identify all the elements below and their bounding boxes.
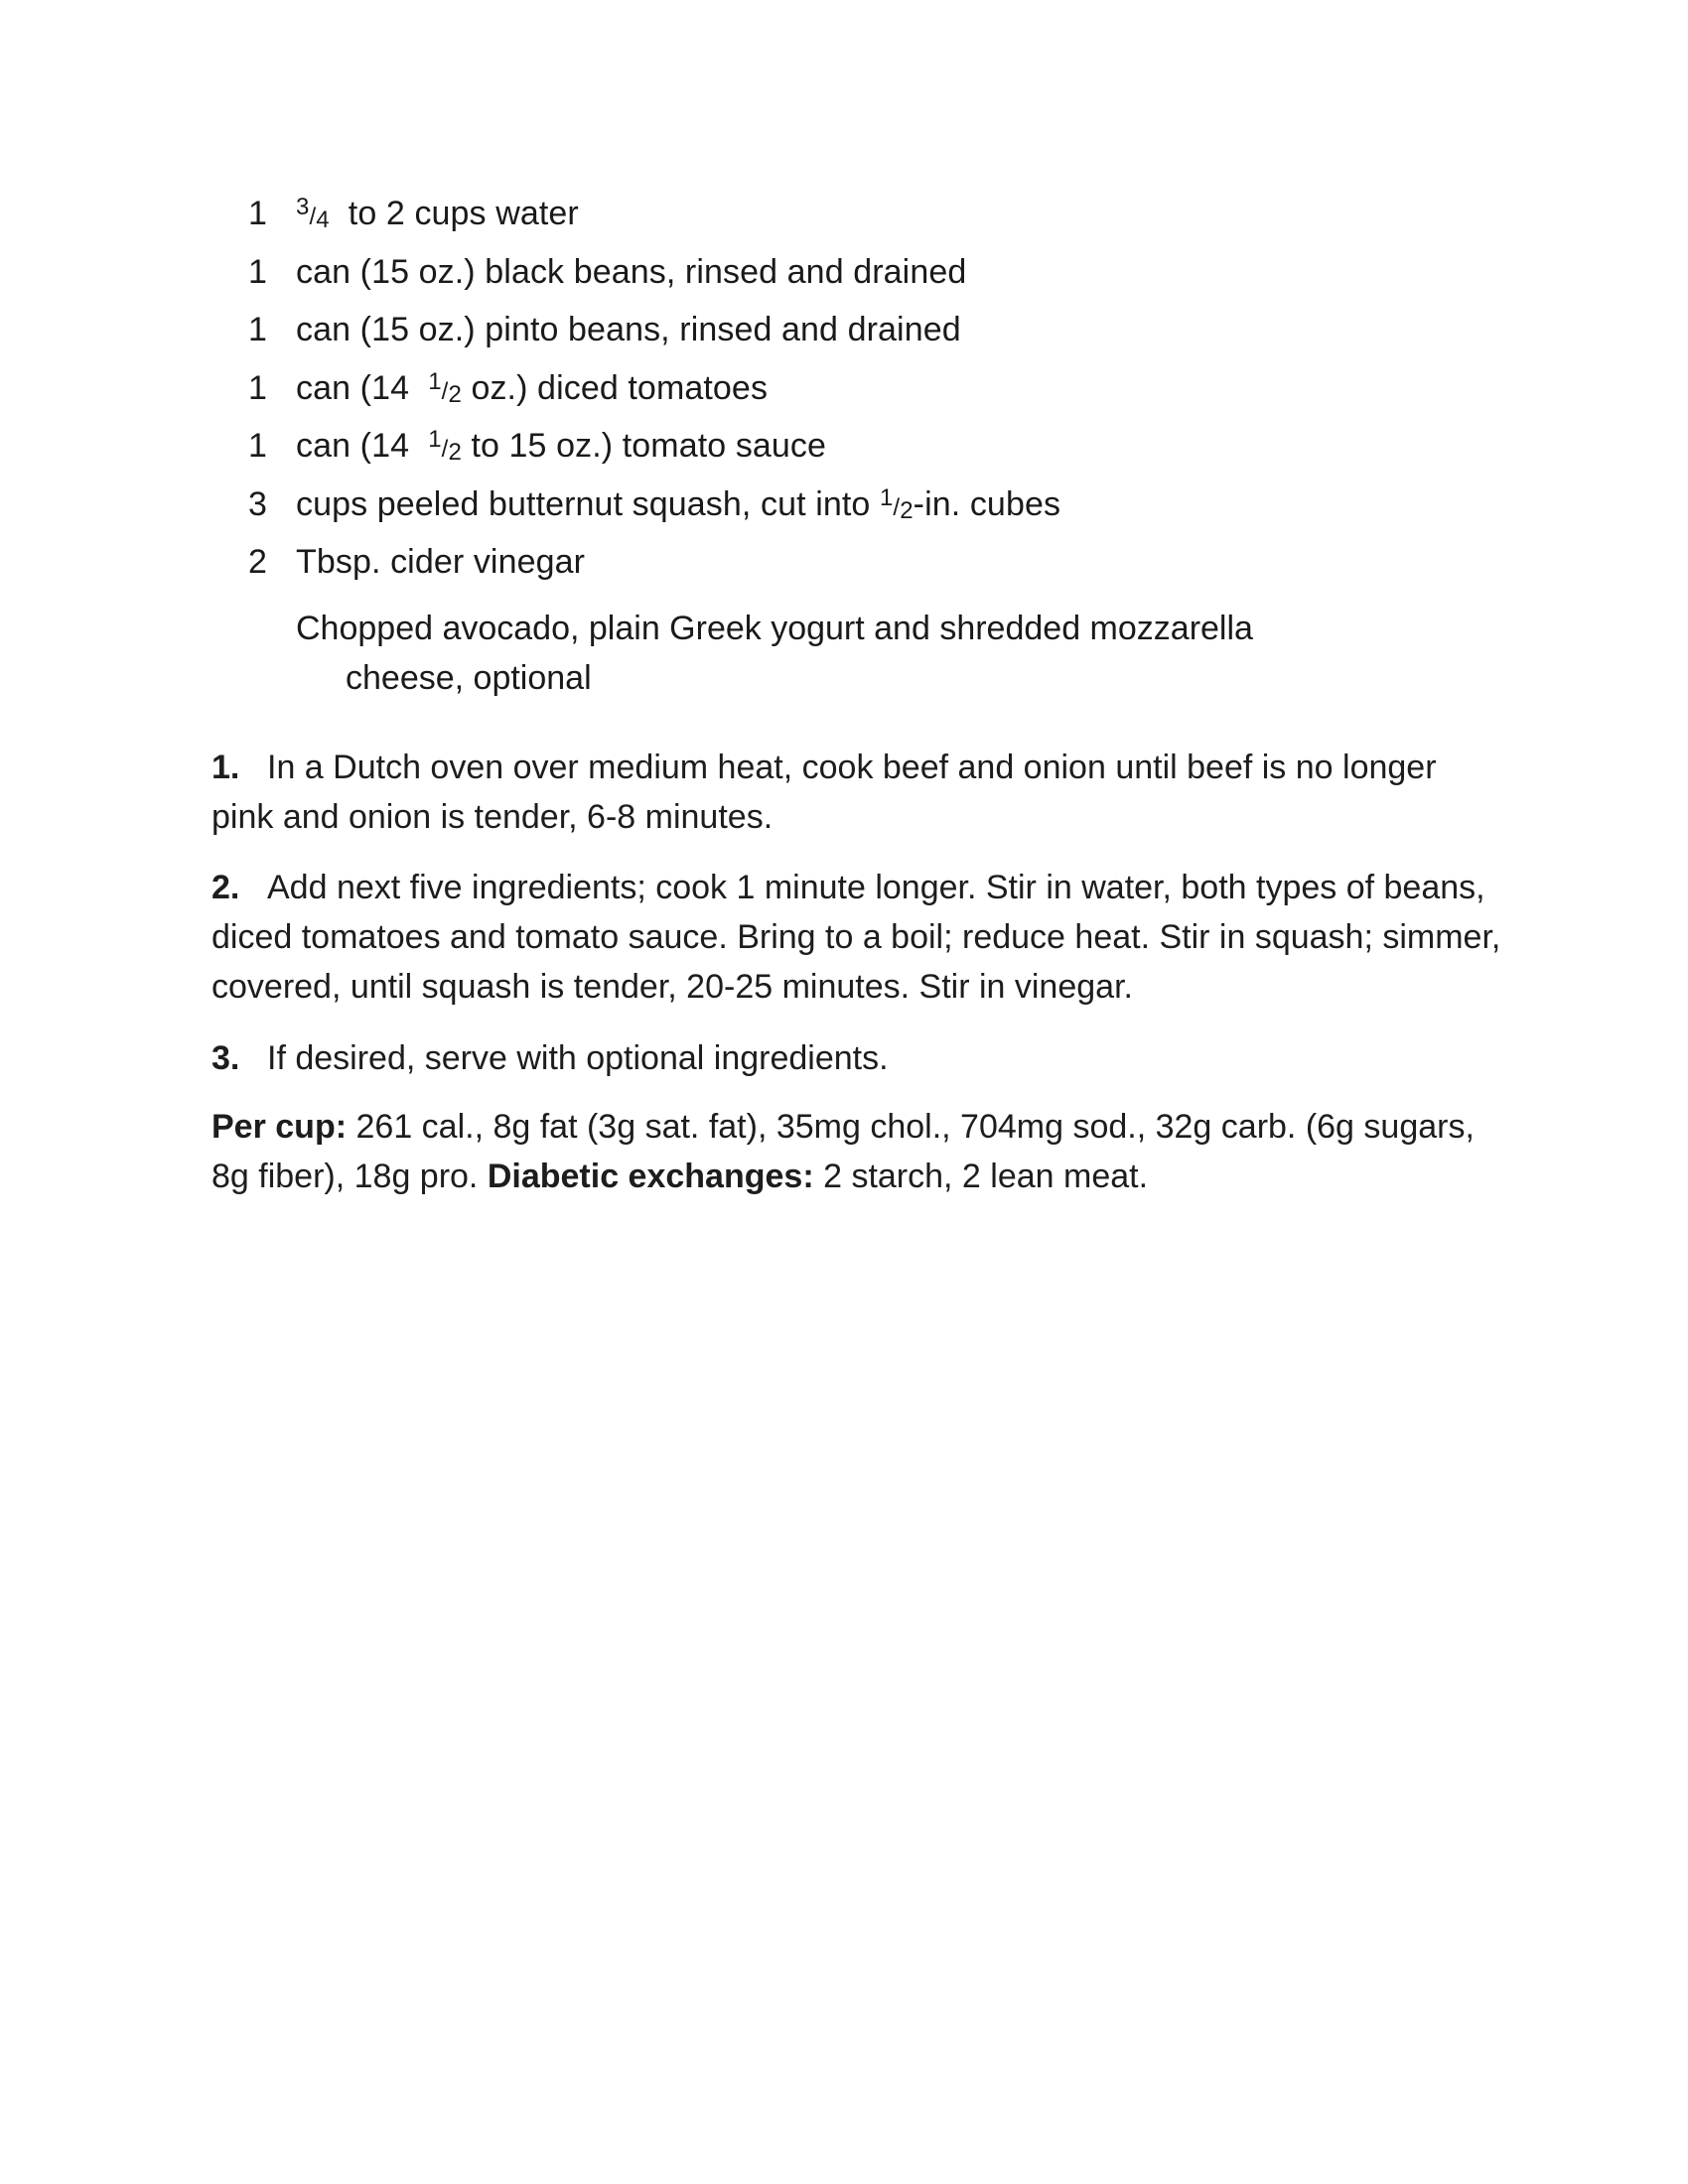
nutrition-label: Per cup: (211, 1108, 348, 1146)
ingredient-list (248, 195, 1489, 602)
fraction: 3/4 (296, 194, 330, 233)
ingredient-text: can (15 oz.) black beans, rinsed and drained (296, 252, 967, 291)
fraction: 1/2 (428, 426, 462, 466)
diabetic-exchanges-label: Diabetic exchanges: (487, 1158, 814, 1195)
ingredient-item (248, 253, 1489, 312)
nutrition-values: 261 cal., 8g fat (3g sat. fat), 35mg chol., 704mg sod., 32g carb. (6g sugars, 8g fiber), 18g pro. (211, 1108, 1475, 1195)
step-number: 3. (211, 1039, 240, 1077)
ingredient-qty: 1 (248, 368, 268, 407)
optional-line-2: cheese, optional (346, 659, 592, 697)
ingredient-qty: 1 (248, 252, 268, 291)
ingredient-item (248, 195, 1489, 253)
ingredient-item (248, 427, 1489, 485)
ingredient-qty: 1 (248, 427, 268, 465)
fraction: 1/2 (428, 367, 462, 408)
ingredient-text: can (14 1/2 to 15 oz.) tomato sauce (296, 426, 827, 466)
step-1 (211, 743, 1502, 842)
ingredient-text: cups peeled butternut squash, cut into 1/2-in. cubes (296, 483, 1061, 524)
step-number: 2. (211, 869, 240, 906)
ingredient-item (248, 369, 1489, 428)
ingredient-qty: 3 (248, 484, 268, 523)
nutrition-info (211, 1102, 1502, 1201)
step-text: Add next five ingredients; cook 1 minute longer. Stir in water, both types of beans, diced tomatoes and tomato sauce. Bring to a boil; reduce heat. Stir in squash; simmer, covered, until squash is tender, 20-25 minutes. Stir in vinegar. (211, 869, 1501, 1006)
ingredient-text: 3/4 to 2 cups water (296, 194, 579, 233)
ingredient-qty: 2 (248, 543, 268, 581)
ingredient-item (248, 485, 1489, 544)
step-2 (211, 863, 1502, 1012)
step-3 (211, 1033, 1502, 1083)
ingredient-item (248, 311, 1489, 369)
optional-ingredients (296, 604, 1438, 703)
diabetic-exchanges-values: 2 starch, 2 lean meat. (823, 1158, 1149, 1195)
step-number: 1. (211, 749, 240, 786)
ingredient-text: Tbsp. cider vinegar (296, 543, 586, 581)
ingredient-text: can (14 1/2 oz.) diced tomatoes (296, 367, 769, 408)
ingredient-text: can (15 oz.) pinto beans, rinsed and drained (296, 311, 961, 348)
ingredient-qty: 1 (248, 311, 268, 348)
step-text: If desired, serve with optional ingredients. (267, 1039, 889, 1077)
fraction: 1/2 (879, 483, 914, 524)
ingredient-item (248, 543, 1489, 602)
ingredient-qty: 1 (248, 195, 268, 232)
optional-line-1: Chopped avocado, plain Greek yogurt and shredded mozzarella (296, 610, 1253, 647)
step-text: In a Dutch oven over medium heat, cook beef and onion until beef is no longer pink and onion is tender, 6-8 minutes. (211, 749, 1437, 836)
